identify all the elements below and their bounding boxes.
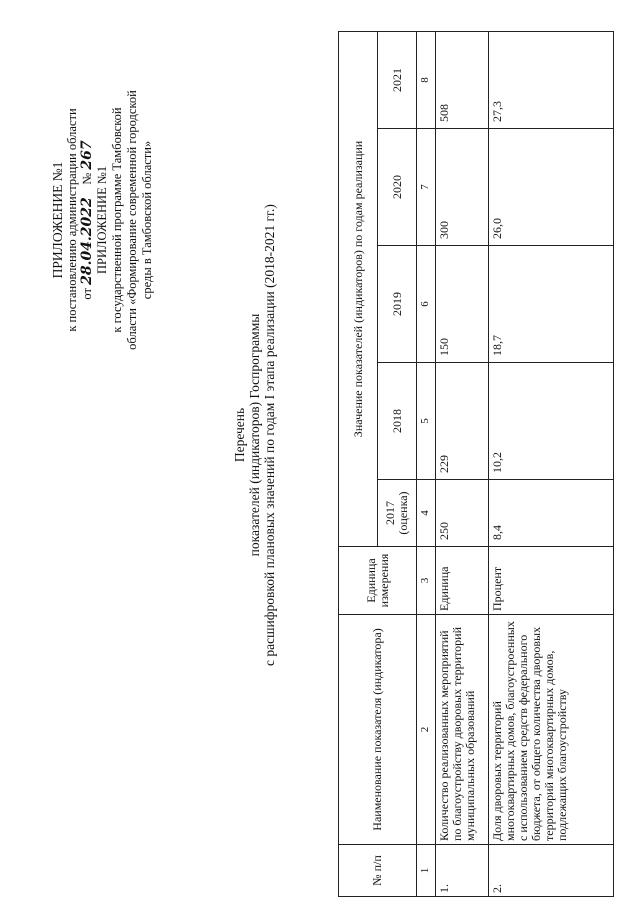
number-label: № bbox=[80, 172, 94, 185]
column-index-row bbox=[417, 31, 436, 896]
table-row bbox=[489, 31, 614, 896]
decree-date-line bbox=[80, 55, 95, 385]
decree-line: к постановлению администрации области bbox=[65, 108, 79, 332]
index-cell: 5 bbox=[417, 363, 436, 480]
title-line-3: с расшифровкой плановых значений по годам I этапа реализации (2018-2021 гг.) bbox=[262, 204, 277, 666]
value-cell: 300 bbox=[436, 129, 489, 246]
program-line-1: к государственной программе Тамбовской bbox=[110, 107, 124, 333]
value-cell: 18,7 bbox=[489, 246, 614, 363]
index-cell: 1 bbox=[417, 845, 436, 897]
indicator-unit: Единица bbox=[436, 547, 489, 615]
indicator-name: Доля дворовых территорий многоквартирных домов, благоустроенных с использованием средств федерального бюджета, от общего количества дворовых территорий многоквартирных домов, подлежащих благоустройству bbox=[489, 615, 614, 845]
row-number: 1. bbox=[436, 845, 489, 897]
index-cell: 6 bbox=[417, 246, 436, 363]
value-cell: 10,2 bbox=[489, 363, 614, 480]
indicator-unit: Процент bbox=[489, 547, 614, 615]
title-line-2: показателей (индикаторов) Госпрограммы bbox=[247, 313, 262, 557]
appendix-title-2: ПРИЛОЖЕНИЕ №1 bbox=[95, 165, 109, 275]
value-cell: 229 bbox=[436, 363, 489, 480]
indicator-name: Количество реализованных мероприятий по благоустройству дворовых территорий муниципальных образований bbox=[436, 615, 489, 845]
table-row bbox=[436, 31, 489, 896]
col-header-year: 2017 (оценка) bbox=[378, 480, 417, 547]
col-header-name: Наименование показателя (индикатора) bbox=[339, 615, 417, 845]
index-cell: 4 bbox=[417, 480, 436, 547]
title-line-1: Перечень bbox=[232, 407, 247, 463]
handwritten-number: 267 bbox=[79, 140, 95, 170]
appendix-header bbox=[50, 55, 155, 385]
document-title bbox=[232, 115, 277, 755]
col-header-year: 2020 bbox=[378, 129, 417, 246]
handwritten-date: 28.04.2022 bbox=[79, 197, 95, 285]
date-prefix: от bbox=[80, 288, 94, 300]
value-cell: 8,4 bbox=[489, 480, 614, 547]
col-header-unit: Единица измерения bbox=[339, 547, 417, 615]
appendix-title: ПРИЛОЖЕНИЕ №1 bbox=[50, 161, 65, 279]
indicators-table bbox=[338, 31, 614, 897]
index-cell: 3 bbox=[417, 547, 436, 615]
value-cell: 150 bbox=[436, 246, 489, 363]
value-cell: 250 bbox=[436, 480, 489, 547]
value-cell: 27,3 bbox=[489, 31, 614, 128]
program-line-3: среды в Тамбовской области» bbox=[140, 140, 154, 300]
program-line-2: области «Формирование современной городской bbox=[125, 90, 139, 350]
col-header-year: 2018 bbox=[378, 363, 417, 480]
col-header-year: 2019 bbox=[378, 246, 417, 363]
col-header-values-group: Значение показателей (индикаторов) по годам реализации bbox=[339, 31, 378, 546]
index-cell: 2 bbox=[417, 615, 436, 845]
index-cell: 7 bbox=[417, 129, 436, 246]
col-header-year: 2021 bbox=[378, 31, 417, 128]
index-cell: 8 bbox=[417, 31, 436, 128]
value-cell: 26,0 bbox=[489, 129, 614, 246]
row-number: 2. bbox=[489, 845, 614, 897]
value-cell: 508 bbox=[436, 31, 489, 128]
col-header-num: № п/п bbox=[339, 845, 417, 897]
